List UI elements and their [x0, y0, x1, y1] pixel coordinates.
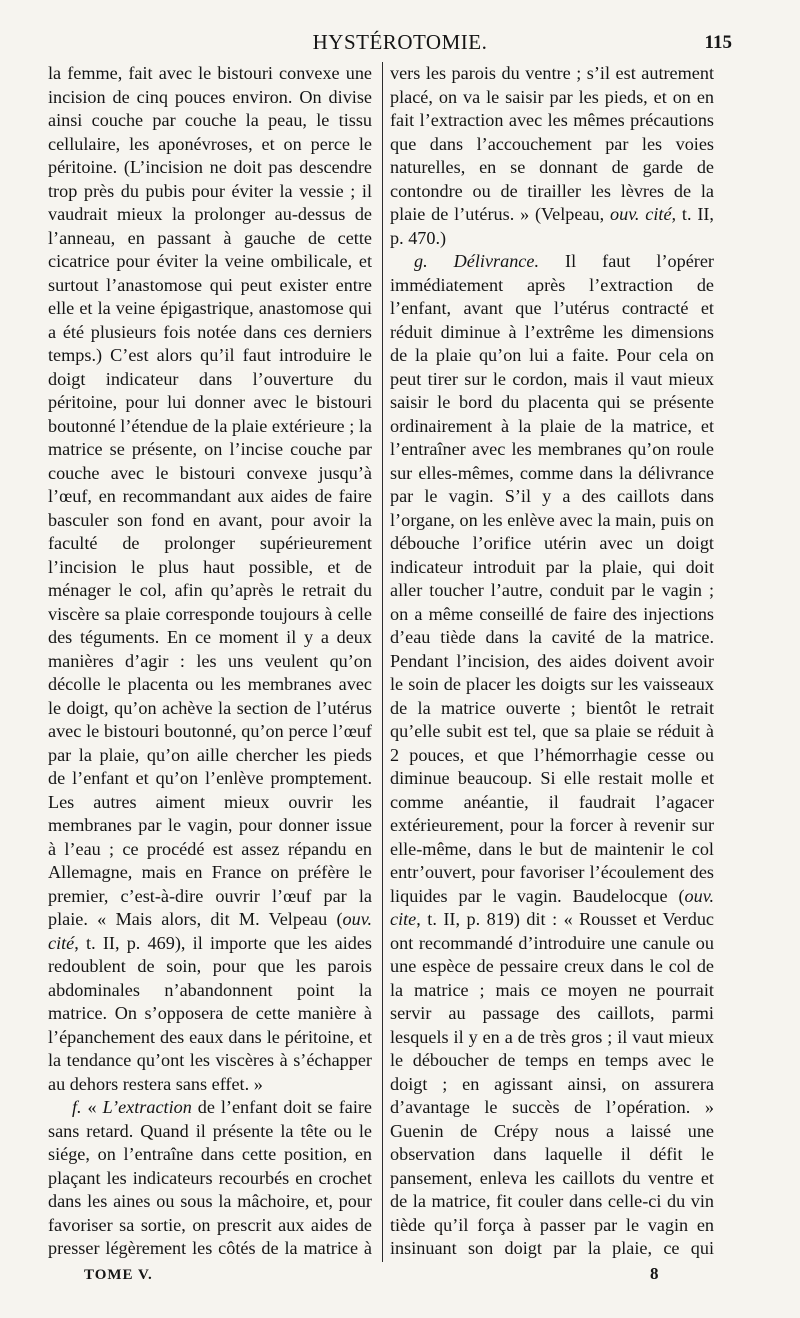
right-p2-text: Il faut l’opérer immédiatement après l’extraction de l’enfant, avant que l’utérus contracté et réduit diminue à l’extrême les dimensions de la plaie qu’on lui a faite. Pour cela on peut tirer sur le cordon, mais il vaut mieux saisir le bord du placenta qui se présente ordinairement à la plaie de la matrice, et l’entraîner avec les membranes qu’on roule sur elles-mêmes, comme dans la délivrance par le vagin. S’il y a des caillots dans l’organe, on les enlève avec la main, puis on débouche l’orifice utérin avec un doigt indicateur introduit par la plaie, qui doit aller toucher l’autre, conduit par le vagin ; on a même conseillé de faire des injections d’eau tiède dans la cavité de la matrice. Pendant l’incision, des aides doivent avoir le soin de placer les doigts sur les vaisseaux de la matrice ouverte ; bientôt le retrait qu’elle subit est tel, que sa plaie se réduit à 2 pouces, et que l’hémorrhagie cesse ou diminue beaucoup. Si elle restait molle et comme anéantie, il faudrait l’agacer extérieurement, pour la forcer à revenir sur elle-même, dans le but de maintenir le col entr’ouvert, pour favoriser l’écoulement des liquides par le vagin. Baudelocque (	[390, 251, 714, 906]
left-paragraph-2	[48, 1096, 372, 1262]
right-p2-citation: ouv. cite	[390, 885, 714, 929]
left-p1-citation: ouv. cité	[48, 909, 372, 953]
left-paragraph-1	[48, 62, 372, 1096]
section-term-extraction: L’extraction	[102, 1097, 192, 1117]
right-p1-citation: ouv. cité,	[610, 204, 677, 224]
left-column	[48, 62, 372, 1262]
right-p2-end: , t. II, p. 819) dit : « Rousset et Verduc ont recommandé d’introduire une canule ou une espèce de pessaire creux dans le col de la matrice ; mais ce moyen ne pourrait servir au passage des caillots, parmi lesquels il y en a de très gros ; il vaut mieux le déboucher de temps en temps avec le doigt ; en agissant ainsi, on assurera d’avantage le succès de l’opération. » Guenin de Crépy nous a laissé une observation dans laquelle il défit le pansement, enleva les caillots du ventre et de la matrice, fit couler dans celle-ci du vin tiède qu’il força à passer par le vagin en insinuant son doigt par la plaie, ce qui	[390, 909, 714, 1258]
column-rule	[382, 62, 383, 1262]
left-p2-open-quote: «	[81, 1097, 103, 1117]
right-paragraph-2	[390, 250, 714, 1262]
right-p1-text: vers les parois du ventre ; s’il est autrement placé, on va le saisir par les pieds, et on en fait l’extraction avec les mêmes précautions que dans l’accouchement par les voies naturelles, en se donnant de garde de contondre ou de tirailler les lèvres de la plaie de l’utérus. » (Velpeau,	[390, 63, 714, 224]
running-title: HYSTÉROTOMIE.	[312, 30, 488, 54]
volume-label: TOME V.	[84, 1267, 153, 1283]
right-column	[390, 62, 714, 1262]
section-letter-f: f.	[72, 1097, 82, 1117]
section-letter-g: g.	[414, 251, 428, 271]
left-p1-end: , t. II, p. 469), il importe que les aides redoublent de soin, pour que les parois abdominales n’abandonnent point la matrice. On s’opposera de cette manière à l’épanchement des eaux dans le péritoine, et la tendance qu’ont les viscères à s’échapper au dehors restera sans effet. »	[48, 932, 372, 1094]
left-p1-text: la femme, fait avec le bistouri convexe une incision de cinq pouces environ. On divise ainsi couche par couche la peau, le tissu cellulaire, les aponévroses, et on perce le péritoine. (L’incision ne doit pas descendre trop près du pubis pour éviter la vessie ; il vaudrait mieux la prolonger au-dessus de l’anneau, en passant à gauche de cette cicatrice pour éviter la veine ombilicale, et surtout l’anastomose qui peut exister entre elle et la veine épigastrique, anastomose qui a été plusieurs fois notée dans ces derniers temps.) C’est alors qu’il faut introduire le doigt indicateur dans l’ouverture du péritoine, pour lui donner avec le bistouri boutonné l’étendue de la plaie extérieure ; la matrice se présente, on l’incise couche par couche avec le bistouri convexe jusqu’à l’œuf, en recommandant aux aides de faire basculer son fond en avant, pour avoir la faculté de prolonger supérieurement l’incision le plus haut possible, et de ménager le col, afin qu’après le retrait du viscère sa plaie corresponde toujours à celle des téguments. En ce moment il y a deux manières d’agir : les uns veulent qu’on décolle le placenta ou les membranes avec le doigt, qu’on achève la section de l’utérus avec le bistouri boutonné, qu’on perce l’œuf par la plaie, qu’on aille chercher les pieds de l’enfant et qu’on l’enlève promptement. Les autres aiment mieux ouvrir les membranes par le vagin, pour donner issue à l’eau ; ce procédé est assez répandu en Allemagne, mais en France on préfère le premier, c’est-à-dire ouvrir l’œuf par la plaie. « Mais alors, dit M. Velpeau (	[48, 63, 372, 929]
page-number: 115	[704, 32, 732, 53]
left-p2-text: de l’enfant doit se faire sans retard. Quand il présente la tête ou le siége, on l’entraîne dans cette position, en plaçant les indicateurs recourbés en crochet dans les aines ou sous la mâchoire, et, pour favoriser sa sortie, on prescrit aux aides de presser légèrement les côtés de la matrice à	[48, 1097, 372, 1258]
right-paragraph-1	[390, 62, 714, 250]
signature-mark: 8	[650, 1264, 659, 1283]
section-term-delivrance: Délivrance.	[453, 251, 539, 271]
right-p1-end: t. II, p. 470.)	[390, 204, 714, 248]
